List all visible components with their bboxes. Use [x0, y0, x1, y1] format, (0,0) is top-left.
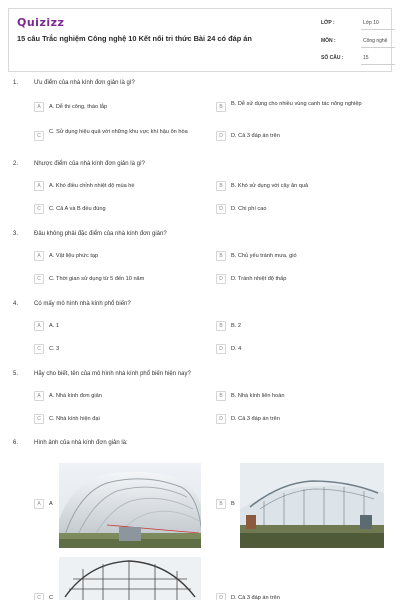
option-text: B	[231, 501, 235, 507]
meta-count	[321, 51, 395, 65]
option-text: D. 4	[231, 346, 242, 352]
meta-count-value: 15	[363, 55, 369, 61]
question-text: Hãy cho biết, tên của mô hình nhà kính phổ biến hiện nay?	[34, 371, 191, 377]
option-letter-box: B	[216, 181, 226, 191]
option-letter-box: C	[34, 344, 44, 354]
option-d[interactable]	[216, 414, 386, 424]
option-a[interactable]	[34, 102, 204, 112]
option-b[interactable]	[216, 321, 386, 331]
option-text: D. Chi phí cao	[231, 206, 267, 212]
option-text: D. Tránh nhiệt độ thấp	[231, 276, 287, 282]
greenhouse-image-c[interactable]	[59, 557, 201, 600]
option-letter-box: D	[216, 344, 226, 354]
option-letter-box: C	[34, 593, 44, 600]
option-d[interactable]	[216, 204, 386, 214]
option-letter-box: D	[216, 204, 226, 214]
option-text: A. Dễ thi công, tháo lắp	[49, 104, 108, 110]
option-letter-box: C	[34, 131, 44, 141]
option-letter-box: A	[34, 102, 44, 112]
greenhouse-image-a[interactable]	[59, 463, 201, 548]
option-text: A	[49, 501, 53, 507]
option-text: D. Cả 3 đáp án trên	[231, 595, 280, 600]
option-letter-box: C	[34, 414, 44, 424]
meta-grade	[321, 16, 395, 30]
option-letter-box: D	[216, 414, 226, 424]
option-text: D. Cả 3 đáp án trên	[231, 133, 280, 139]
option-letter-box: C	[34, 274, 44, 284]
question-text: Có mấy mô hình nhà kính phổ biến?	[34, 301, 131, 307]
option-letter-box: D	[216, 131, 226, 141]
option-letter-box: B	[216, 251, 226, 261]
option-letter-box: B	[216, 321, 226, 331]
meta-grade-value: Lớp 10	[363, 20, 379, 26]
question-number: 5.	[13, 371, 19, 377]
option-text: A. Nhà kính đơn giản	[49, 393, 102, 399]
worksheet-title: 15 câu Trắc nghiệm Công nghệ 10 Kết nối tri thức Bài 24 có đáp án	[17, 34, 252, 43]
option-b[interactable]	[216, 181, 386, 191]
option-text: B. Dễ sử dụng cho nhiều vùng canh tác nông nghiệp	[231, 101, 362, 107]
option-letter-box: B	[216, 391, 226, 401]
option-text: B. Nhà kính liên hoàn	[231, 393, 285, 399]
option-d[interactable]	[216, 344, 386, 354]
option-text: C. Thời gian sử dụng từ 5 đến 10 năm	[49, 276, 145, 282]
worksheet-header	[8, 8, 392, 72]
option-letter-box: A	[34, 321, 44, 331]
option-letter-box: B	[216, 102, 226, 112]
option-letter-box: B	[216, 499, 226, 509]
option-text: C. Sử dụng hiệu quả với những khu vực khí hậu ôn hòa	[49, 129, 188, 135]
question-number: 2.	[13, 161, 19, 167]
meta-grade-label: LỚP :	[321, 20, 335, 26]
option-c[interactable]	[34, 274, 204, 284]
option-letter-box: D	[216, 274, 226, 284]
option-letter-box: A	[34, 251, 44, 261]
option-letter-box: C	[34, 204, 44, 214]
greenhouse-image-b[interactable]	[240, 463, 384, 548]
option-c[interactable]	[34, 127, 204, 141]
option-c[interactable]	[34, 344, 204, 354]
option-a[interactable]	[34, 251, 204, 261]
question-number: 1.	[13, 80, 19, 86]
option-text: C. Cả A và B đều đúng	[49, 206, 106, 212]
option-d[interactable]	[216, 131, 386, 141]
option-d[interactable]	[216, 593, 386, 600]
option-letter-box: A	[34, 391, 44, 401]
option-b[interactable]	[216, 99, 386, 112]
option-text: A. Vật liệu phức tạp	[49, 253, 99, 259]
option-a[interactable]	[34, 391, 204, 401]
option-c[interactable]	[34, 414, 204, 424]
option-d[interactable]	[216, 274, 386, 284]
option-text: B. Chủ yếu tránh mưa, gió	[231, 253, 297, 259]
option-text: C	[49, 595, 54, 600]
option-a[interactable]	[34, 321, 204, 331]
option-text: C. Nhà kính hiện đại	[49, 416, 100, 422]
question-text: Ưu điểm của nhà kính đơn giản là gì?	[34, 80, 135, 86]
option-text: C. 3	[49, 346, 60, 352]
option-b[interactable]	[216, 391, 386, 401]
option-c[interactable]	[34, 204, 204, 214]
question-number: 3.	[13, 231, 19, 237]
meta-subject-value: Công nghệ	[363, 38, 388, 44]
question-number: 4.	[13, 301, 19, 307]
question-text: Hình ảnh của nhà kính đơn giản là:	[34, 440, 128, 446]
option-text: B. Khó sử dụng với cây ăn quả	[231, 183, 309, 189]
option-text: A. 1	[49, 323, 59, 329]
meta-subject-label: MÔN :	[321, 38, 336, 44]
option-letter-box: A	[34, 499, 44, 509]
question-text: Đâu không phải đặc điểm của nhà kính đơn giản?	[34, 231, 167, 237]
option-letter-box: A	[34, 181, 44, 191]
option-text: B. 2	[231, 323, 241, 329]
option-a[interactable]	[34, 181, 204, 191]
question-number: 6.	[13, 440, 19, 446]
meta-subject	[321, 34, 395, 48]
option-letter-box: D	[216, 593, 226, 600]
question-text: Nhược điểm của nhà kính đơn giản là gì?	[34, 161, 145, 167]
option-text: A. Khó điều chỉnh nhiệt độ mùa hè	[49, 183, 135, 189]
meta-count-label: SỐ CÂU :	[321, 55, 344, 61]
option-b[interactable]	[216, 251, 386, 261]
option-text: D. Cả 3 đáp án trên	[231, 416, 280, 422]
quizizz-logo: Quizizz	[17, 16, 65, 29]
